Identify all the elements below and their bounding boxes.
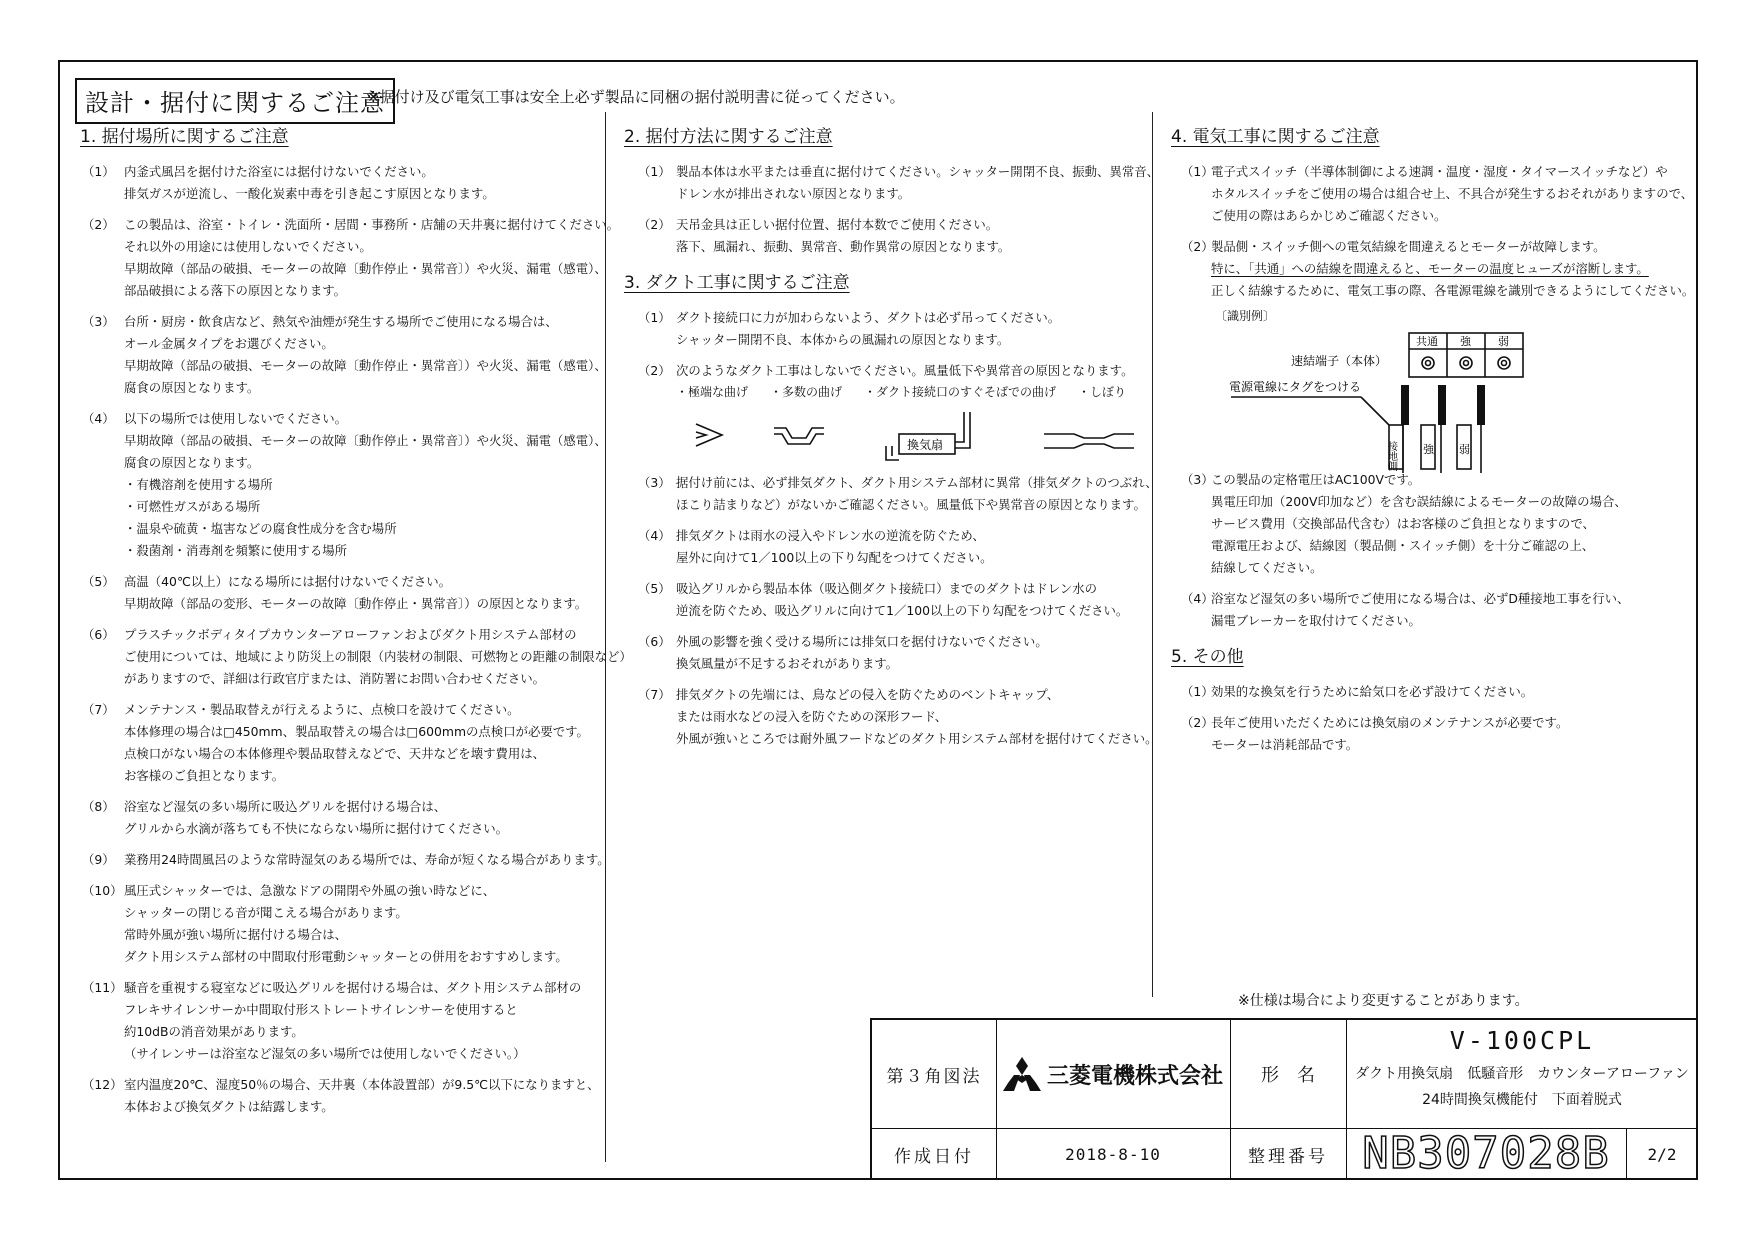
item-list <box>1171 681 1691 756</box>
list-item <box>624 631 1144 675</box>
duct-label: ・ダクト接続口のすぐそばでの曲げ <box>864 385 1057 399</box>
list-item <box>76 408 607 562</box>
item-text: ダクト接続口に力が加わらないよう、ダクトは必ず吊ってください。 シャッター開閉不良、本体からの風漏れの原因となります。 <box>676 310 1061 347</box>
model-label: 形 名 <box>1261 1065 1315 1086</box>
list-item <box>1171 588 1691 632</box>
duct-label: ・しぼり <box>1078 385 1127 399</box>
list-item <box>624 525 1144 569</box>
item-text: 吸込グリルから製品本体（吸込側ダクト接続口）までのダクトはドレン水の 逆流を防ぐため、吸込グリルに向けて1／100以上の下り勾配をつけてください。 <box>676 581 1129 618</box>
tag-text: 強 <box>1423 443 1434 456</box>
spec-note: ※仕様は場合により変更することがあります。 <box>1238 993 1529 1009</box>
item-text: 浴室など湿気の多い場所でご使用になる場合は、必ずD種接地工事を行い、 漏電ブレーカーを取付けてください。 <box>1211 591 1630 628</box>
duct-label: ・多数の曲げ <box>770 385 843 399</box>
terminal-label: 速結端子（本体） <box>1291 354 1388 368</box>
list-item <box>624 684 1158 750</box>
model-block <box>1346 1026 1698 1126</box>
page-title: 設計・据付に関するご注意 <box>75 78 395 124</box>
list-item <box>624 214 1144 258</box>
item-number: （1） <box>82 164 115 179</box>
tag-text: 弱 <box>1459 443 1470 456</box>
item-text: 風圧式シャッターでは、急激なドアの開閉や外風の強い時などに、 シャッターの閉じる音が聞こえる場合があります。 常時外風が強い場所に据付ける場合は、 ダクト用システム部材の中間取付形電動シャッターとの併用をおすすめします。 <box>124 883 568 964</box>
model-description: ダクト用換気扇 低騒音形 カウンターアローファン <box>1355 1066 1689 1082</box>
list-item <box>76 311 607 399</box>
section-heading: 2. 据付方法に関するご注意 <box>624 127 833 147</box>
item-text: 製品側・スイッチ側への電気結線を間違えるとモーターが故障します。 <box>1211 239 1606 254</box>
projection-method: 第３角図法 <box>886 1066 982 1087</box>
creation-date: 2018-8-10 <box>1065 1144 1161 1164</box>
section-electrical-work <box>1171 122 1695 765</box>
item-text: 騒音を重視する寝室などに吸込グリルを据付ける場合は、ダクト用システム部材の フレキサイレンサーか中間取付形ストレートサイレンサーを使用すると 約10dBの消音効果があります。 （サイレンサーは浴室など湿気の多い場所では使用しないでください。） <box>124 980 582 1061</box>
title-block <box>870 1018 1696 1178</box>
terminal-col-label: 弱 <box>1498 335 1509 348</box>
item-text: 排気ダクトの先端には、鳥などの侵入を防ぐためのベントキャップ、 または雨水などの浸入を防ぐための深形フード、 外風が強いところでは耐外風フードなどのダクト用システム部材を据付けてください。 <box>676 687 1158 746</box>
item-number: （1） <box>638 164 671 179</box>
item-list <box>624 161 1159 258</box>
list-item <box>76 161 596 205</box>
item-text: 業務用24時間風呂のような常時湿気のある場所では、寿命が短くなる場合があります。 <box>124 852 610 867</box>
duct-bend-labels <box>676 383 1144 400</box>
list-item <box>1171 161 1694 227</box>
section-installation-method <box>624 122 1159 759</box>
item-number: （9） <box>82 852 115 867</box>
list-item <box>1171 712 1691 756</box>
item-text: 正しく結線するために、電気工事の際、各電源電線を識別できるようにしてください。 <box>1211 283 1695 298</box>
item-number: （2） <box>82 217 115 232</box>
section-heading: 5. その他 <box>1171 647 1244 667</box>
item-text: 高温（40℃以上）になる場所には据付けないでください。 早期故障（部品の変形、モーターの故障〔動作停止・異常音〕）の原因となります。 <box>124 574 588 611</box>
list-item <box>76 699 596 787</box>
item-text: 製品本体は水平または垂直に据付けてください。シャッター開閉不良、振動、異常音、 ドレン水が排出されない原因となります。 <box>676 164 1159 201</box>
item-number: （6） <box>638 634 671 649</box>
item-text: 内釜式風呂を据付けた浴室には据付けないでください。 排気ガスが逆流し、一酸化炭素中毒を引き起こす原因となります。 <box>124 164 495 201</box>
company-logo-block <box>996 1020 1230 1128</box>
document-number-cell <box>1346 1128 1626 1180</box>
list-item <box>76 571 596 615</box>
number-label: 整理番号 <box>1248 1146 1328 1167</box>
item-text: 据付け前には、必ず排気ダクト、ダクト用システム部材に異常（排気ダクトのつぶれ、 ほこり詰まりなど）がないかご確認ください。風量低下や異常音の原因となります。 <box>676 475 1158 512</box>
item-text: 浴室など湿気の多い場所に吸込グリルを据付ける場合は、 グリルから水滴が落ちても不快にならない場所に据付けてください。 <box>124 799 508 836</box>
extreme-bend-shape <box>696 424 722 446</box>
multiple-bend-shape <box>774 428 824 438</box>
section-installation-location <box>76 122 632 1127</box>
wiring-example <box>1171 309 1691 471</box>
list-item <box>624 578 1144 622</box>
item-number: （3） <box>1181 472 1214 487</box>
terminal-col-label: 強 <box>1460 335 1471 348</box>
item-number: （1） <box>638 310 671 325</box>
tag-label: 電源電線にタグをつける <box>1229 380 1362 394</box>
duct-bend-diagram <box>624 404 1144 466</box>
list-item <box>76 880 596 968</box>
item-number: （2） <box>638 217 671 232</box>
item-number: （3） <box>638 475 671 490</box>
item-list <box>76 161 632 1118</box>
list-item <box>1171 469 1691 579</box>
item-text: 室内温度20℃、湿度50％の場合、天井裏（本体設置部）が9.5℃以下になりますと、 本体および換気ダクトは結露します。 <box>124 1077 600 1114</box>
item-text: この製品の定格電圧はAC100Vです。 異電圧印加（200V印加など）を含む誤結線によるモーターの故障の場合、 サービス費用（交換部品代含む）はお客様のご負担となりますので、 電源電圧および、結線図（製品側・スイッチ側）を十分ご確認の上、 結線してください。 <box>1211 472 1627 575</box>
list-item <box>624 360 1144 382</box>
model-number: V-100CPL <box>1449 1026 1595 1055</box>
item-text: 長年ご使用いただくためには換気扇のメンテナンスが必要です。 モーターは消耗部品です。 <box>1211 715 1569 752</box>
item-number: （4） <box>82 411 115 426</box>
company-name: 三菱電機株式会社 <box>1046 1063 1223 1089</box>
terminal-diagram <box>1211 325 1611 475</box>
item-number: （7） <box>82 702 115 717</box>
narrowing-shape <box>1044 434 1134 438</box>
list-item <box>76 1074 600 1118</box>
item-text: メンテナンス・製品取替えが行えるように、点検口を設けてください。 本体修理の場合は□450mm、製品取替えの場合は□600mmの点検口が必要です。 点検口がない場合の本体修理や製品取替えなどで、天井などを壊す費用は、 お客様のご負担となります。 <box>124 702 589 783</box>
item-text-emphasis: 特に、「共通」への結線を間違えると、モーターの温度ヒューズが溶断します。 <box>1211 261 1649 276</box>
item-list <box>624 472 1158 750</box>
header-note: ※据付け及び電気工事は安全上必ず製品に同梱の据付説明書に従ってください。 <box>367 88 905 106</box>
list-item <box>624 307 1144 351</box>
duct-figures <box>624 404 1144 466</box>
item-text: 次のようなダクト工事はしないでください。風量低下や異常音の原因となります。 <box>676 363 1134 378</box>
item-number: （2） <box>638 363 671 378</box>
page-number: 2/2 <box>1647 1144 1677 1164</box>
list-item <box>76 849 610 871</box>
list-item <box>76 214 620 302</box>
list-item <box>76 624 632 690</box>
terminal-col-label: 共通 <box>1416 335 1438 348</box>
three-diamonds-logo-icon <box>1003 1057 1041 1091</box>
section-heading: 4. 電気工事に関するご注意 <box>1171 127 1380 147</box>
item-text: この製品は、浴室・トイレ・洗面所・居間・事務所・店舗の天井裏に据付けてください。 それ以外の用途には使用しないでください。 早期故障（部品の破損、モーターの故障〔動作停止・異常音〕）や火災、漏電（感電）、 部品破損による落下の原因となります。 <box>124 217 620 298</box>
item-text: 電子式スイッチ（半導体制御による速調・温度・湿度・タイマースイッチなど）や ホタルスイッチをご使用の場合は組合せ上、不具合が発生するおそれがありますので、 ご使用の際はあらかじめご確認ください。 <box>1211 164 1694 223</box>
section-heading: 1. 据付場所に関するご注意 <box>80 127 289 147</box>
item-number: （7） <box>638 687 671 702</box>
date-label: 作成日付 <box>894 1146 974 1167</box>
section-heading: 3. ダクト工事に関するご注意 <box>624 273 850 293</box>
item-list <box>624 307 1144 382</box>
item-number: （2） <box>1181 715 1214 730</box>
item-text: 台所・厨房・飲食店など、熱気や油煙が発生する場所でご使用になる場合は、 オール金属タイプをお選びください。 早期故障（部品の破損、モーターの故障〔動作停止・異常音〕）や火災、漏電（感電）、 腐食の原因となります。 <box>124 314 607 395</box>
item-number: （10） <box>82 883 123 898</box>
list-item <box>76 977 596 1065</box>
tag-text: 接地側 <box>1385 441 1397 471</box>
column-divider <box>1152 112 1153 997</box>
document-number: NB307028B <box>1362 1128 1610 1179</box>
list-item <box>624 161 1159 205</box>
item-text: 以下の場所では使用しないでください。 早期故障（部品の破損、モーターの故障〔動作停止・異常音〕）や火災、漏電（感電）、 腐食の原因となります。 ・有機溶剤を使用する場所 ・可燃性ガスがある場所 ・温泉や硫黄・塩害などの腐食性成分を含む場所 ・殺菌剤・消毒剤を頻繁に使用する場所 <box>124 411 607 558</box>
item-text: 外風の影響を強く受ける場所には排気口を据付けないでください。 換気風量が不足するおそれがあります。 <box>676 634 1048 671</box>
item-number: （3） <box>82 314 115 329</box>
item-number: （11） <box>82 980 123 995</box>
fan-label: 換気扇 <box>907 438 944 452</box>
duct-label: ・極端な曲げ <box>676 385 749 399</box>
item-number: （4） <box>1181 591 1214 606</box>
item-text-block <box>1211 236 1694 302</box>
item-number: （2） <box>1181 239 1214 254</box>
item-text: 天吊金具は正しい据付位置、据付本数でご使用ください。 落下、風漏れ、振動、異常音、動作異常の原因となります。 <box>676 217 1011 254</box>
item-text: プラスチックボディタイプカウンターアローファンおよびダクト用システム部材の ご使用については、地域により防災上の制限（内装材の制限、可燃物との距離の制限など） がありますので、詳細は行政官庁または、消防署にお問い合わせください。 <box>124 627 632 686</box>
item-number: （4） <box>638 528 671 543</box>
model-description: 24時間換気機能付 下面着脱式 <box>1422 1092 1622 1108</box>
item-number: （1） <box>1181 684 1214 699</box>
item-number: （5） <box>638 581 671 596</box>
list-item <box>624 472 1158 516</box>
item-text: 効果的な換気を行うために給気口を必ず設けてください。 <box>1211 684 1534 699</box>
item-number: （5） <box>82 574 115 589</box>
list-item <box>76 796 596 840</box>
item-text: 排気ダクトは雨水の浸入やドレン水の逆流を防ぐため、 屋外に向けて1／100以上の下り勾配をつけてください。 <box>676 528 993 565</box>
item-number: （12） <box>82 1077 123 1092</box>
item-number: （8） <box>82 799 115 814</box>
list-item <box>1171 681 1691 703</box>
item-number: （6） <box>82 627 115 642</box>
item-number: （1） <box>1181 164 1214 179</box>
example-label: 〔識別例〕 <box>1215 309 1276 323</box>
list-item <box>1171 236 1695 302</box>
